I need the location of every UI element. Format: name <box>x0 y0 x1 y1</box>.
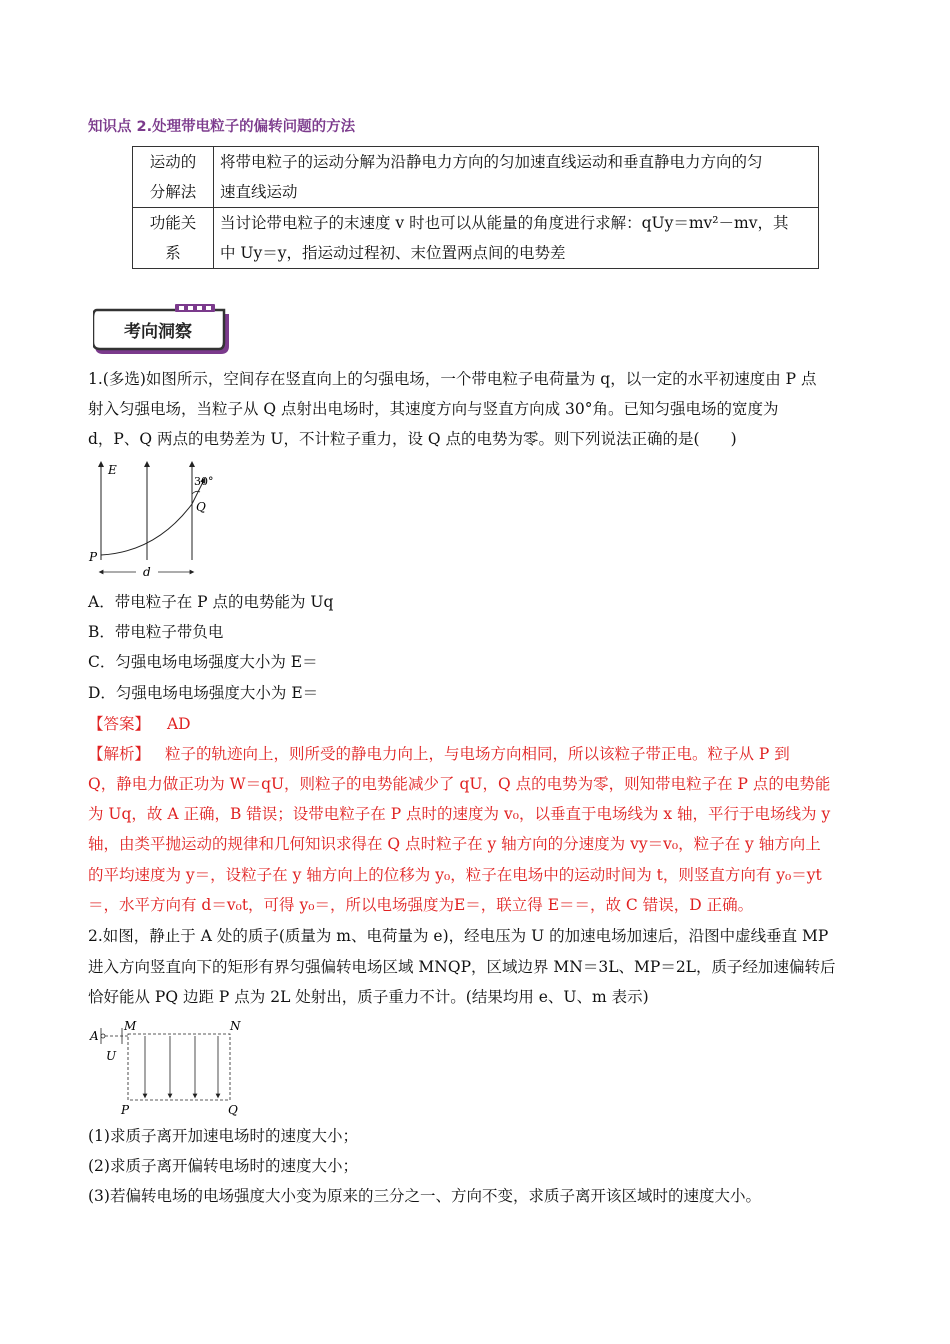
sub-question: (2)求质子离开偏转电场时的速度大小； <box>88 1157 358 1175</box>
table-head-cell <box>133 208 214 269</box>
body-line: 当讨论带电粒子的末速度 v 时也可以从能量的角度进行求解：qUy＝mv²－mv，其 <box>220 214 789 232</box>
body-line: 将带电粒子的运动分解为沿静电力方向的匀加速直线运动和垂直静电力方向的匀 <box>220 153 763 171</box>
head-line: 系 <box>165 244 181 262</box>
option-c: C．匀强电场电场强度大小为 E＝ <box>88 653 318 671</box>
u-label: U <box>106 1049 117 1063</box>
field-region <box>128 1034 230 1100</box>
q1-line: 1.(多选)如图所示，空间存在竖直向上的匀强电场，一个带电粒子电荷量为 q，以一定的水平初速度由 P 点 <box>88 370 817 388</box>
q2-line: 恰好能从 PQ 边距 P 点为 2L 处射出，质子重力不计。(结果均用 e、U、m 表示) <box>88 988 649 1006</box>
q-label: Q <box>228 1103 238 1117</box>
analysis-label: 【解析】 <box>88 745 151 763</box>
head-line: 运动的 <box>149 153 197 171</box>
p-label: P <box>89 550 98 564</box>
body-line: 中 Uy＝y，指运动过程初、末位置两点间的电势差 <box>220 244 566 262</box>
analysis-line: 的平均速度为 y＝，设粒子在 y 轴方向上的位移为 y₀，粒子在电场中的运动时间为 t，则竖直方向有 y₀＝yt <box>88 866 822 884</box>
section-banner <box>93 304 233 356</box>
table-row <box>133 147 819 208</box>
head-line: 分解法 <box>149 183 197 201</box>
answer-line <box>88 709 868 739</box>
table-body-cell <box>214 208 819 269</box>
option-b: B．带电粒子带负电 <box>88 623 224 641</box>
angle-label: 30° <box>194 475 214 488</box>
body-line: 速直线运动 <box>220 183 298 201</box>
sub-question: (1)求质子离开加速电场时的速度大小； <box>88 1127 358 1145</box>
n-label: N <box>230 1019 241 1033</box>
method-table <box>132 146 819 269</box>
option-a: A．带电粒子在 P 点的电势能为 Uq <box>88 593 334 611</box>
q1-line: d，P、Q 两点的电势差为 U，不计粒子重力，设 Q 点的电势为零。则下列说法正确的是( ) <box>88 430 737 448</box>
analysis-text: 粒子的轨迹向上，则所受的静电力向上，与电场方向相同，所以该粒子带正电。粒子从 P 到 <box>164 745 790 763</box>
sub-question: (3)若偏转电场的电场强度大小变为原来的三分之一、方向不变，求质子离开该区域时的速度大小。 <box>88 1187 761 1205</box>
d-label: d <box>143 565 151 579</box>
analysis-line <box>88 739 868 769</box>
analysis-line: 为 Uq，故 A 正确，B 错误；设带电粒子在 P 点时的速度为 v₀，以垂直于电场线为 x 轴，平行于电场线为 y <box>88 805 831 823</box>
proton-a <box>101 1034 105 1038</box>
head-line: 功能关 <box>149 214 197 232</box>
analysis-line: ＝，水平方向有 d＝v₀t，可得 y₀＝，所以电场强度为E＝，联立得 E＝＝，故 C 错误，D 正确。 <box>88 896 754 914</box>
q2-line: 2.如图，静止于 A 处的质子(质量为 m、电荷量为 e)，经电压为 U 的加速电场加速后，沿图中虚线垂直 MP <box>88 927 829 945</box>
banner-label: 考向洞察 <box>124 322 192 342</box>
p-label: P <box>121 1103 130 1117</box>
answer-value: AD <box>166 715 191 733</box>
answer-label: 【答案】 <box>88 715 151 733</box>
option-d: D．匀强电场电场强度大小为 E＝ <box>88 684 319 702</box>
q2-line: 进入方向竖直向下的矩形有界匀强偏转电场区域 MNQP，区域边界 MN＝3L、MP＝2L，质子经加速偏转后 <box>88 958 836 976</box>
e-label: E <box>108 463 117 477</box>
table-head-cell <box>133 147 214 208</box>
angle-arc <box>192 491 200 494</box>
knowledge-point-title: 知识点 2.处理带电粒子的偏转问题的方法 <box>88 119 356 135</box>
q2-figure <box>88 1018 258 1118</box>
table-body-cell <box>214 147 819 208</box>
q-label: Q <box>196 500 206 514</box>
analysis-line: Q，静电力做正功为 W＝qU，则粒子的电势能减少了 qU，Q 点的电势为零，则知带电粒子在 P 点的电势能 <box>88 775 831 793</box>
table-row <box>133 208 819 269</box>
analysis-line: 轴，由类平抛运动的规律和几何知识求得在 Q 点时粒子在 y 轴方向的分速度为 vy＝v₀，粒子在 y 轴方向上 <box>88 835 821 853</box>
trajectory <box>101 480 204 555</box>
q1-line: 射入匀强电场，当粒子从 Q 点射出电场时，其速度方向与竖直方向成 30°角。已知匀强电场的宽度为 <box>88 400 779 418</box>
m-label: M <box>124 1019 137 1033</box>
a-label: A <box>90 1029 99 1043</box>
q1-figure <box>86 460 226 580</box>
